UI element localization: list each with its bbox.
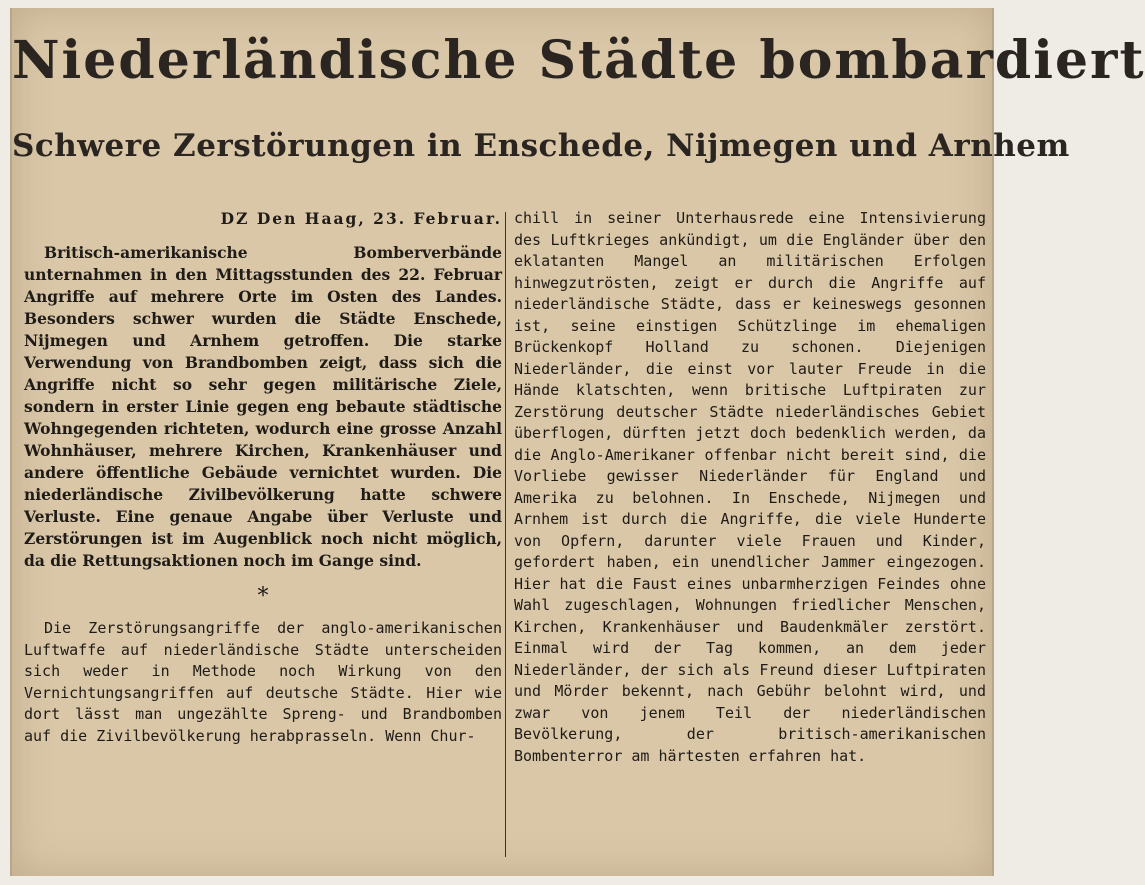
dateline: DZ Den Haag, 23. Februar. bbox=[220, 209, 502, 228]
headline: Niederländische Städte bombardiert bbox=[12, 30, 1145, 91]
asterisk-separator: * bbox=[257, 584, 269, 609]
lead-paragraph: Britisch-amerikanische Bomberverbände unternahmen in den Mittagsstunden des 22. Februar Angriffe auf mehrere Orte im Osten des Landes. Besonders schwer wurden die Städte Enschede, Nijmegen und Arnhem getroffen. Die starke Verwendung von Brandbomben zeigt, dass sich die Angriffe nicht so sehr gegen militärische Ziele, sondern in erster Linie gegen eng bebaute städtische Wohngegenden richteten, wodurch eine grosse Anzahl Wohnhäuser, mehrere Kirchen, Krankenhäuser und andere öffentliche Gebäude vernichtet wurden. Die niederländische Zivilbevölkerung hatte schwere Verluste. Eine genaue Angabe über Verluste und Zerstörungen ist im Augenblick noch nicht möglich, da die Rettungsaktionen noch im Gange sind. bbox=[24, 243, 502, 570]
body-paragraph-left: Die Zerstörungsangriffe der anglo-amerikanischen Luftwaffe auf niederländische Städte unterscheiden sich weder in Methode noch Wirkung von den Vernichtungsangriffen auf deutsche Städte. Hier wie dort lässt man ungezählte Spreng- und Brandbomben auf die Zivilbevölkerung herabprasseln. Wenn Chur- bbox=[24, 619, 502, 745]
right-column bbox=[514, 208, 986, 767]
left-column bbox=[24, 208, 502, 747]
newspaper-clipping bbox=[10, 8, 1145, 876]
subheadline: Schwere Zerstörungen in Enschede, Nijmegen und Arnhem bbox=[12, 128, 1070, 164]
body-paragraph-right: chill in seiner Unterhausrede eine Intensivierung des Luftkrieges ankündigt, um die Engländer über den eklatanten Mangel an militärischen Erfolgen hinwegzutrösten, zeigt er durch die Angriffe auf niederländische Städte, dass er keineswegs gesonnen ist, seine einstigen Schützlinge im ehemaligen Brückenkopf Holland zu schonen. Diejenigen Niederländer, die einst vor lauter Freude in die Hände klatschten, wenn britische Luftpiraten zur Zerstörung deutscher Städte niederländisches Gebiet überflogen, dürften jetzt doch bedenklich werden, da die Anglo-Amerikaner offenbar nicht bereit sind, die Vorliebe gewisser Niederländer für England und Amerika zu belohnen. In Enschede, Nijmegen und Arnhem ist durch die Angriffe, die viele Hunderte von Opfern, darunter viele Frauen und Kinder, gefordert haben, ein unendlicher Jammer eingezogen. Hier hat die Faust eines unbarmherzigen Feindes ohne Wahl zugeschlagen, Wohnungen friedlicher Menschen, Kirchen, Krankenhäuser und Baudenkmäler zerstört. Einmal wird der Tag kommen, an dem jeder Niederländer, der sich als Freund dieser Luftpiraten und Mörder bekennt, nach Gebühr belohnt wird, und zwar von jenem Teil der niederländischen Bevölkerung, der britisch-amerikanischen Bombenterror am härtesten erfahren hat. bbox=[514, 209, 986, 765]
column-divider bbox=[505, 212, 506, 857]
